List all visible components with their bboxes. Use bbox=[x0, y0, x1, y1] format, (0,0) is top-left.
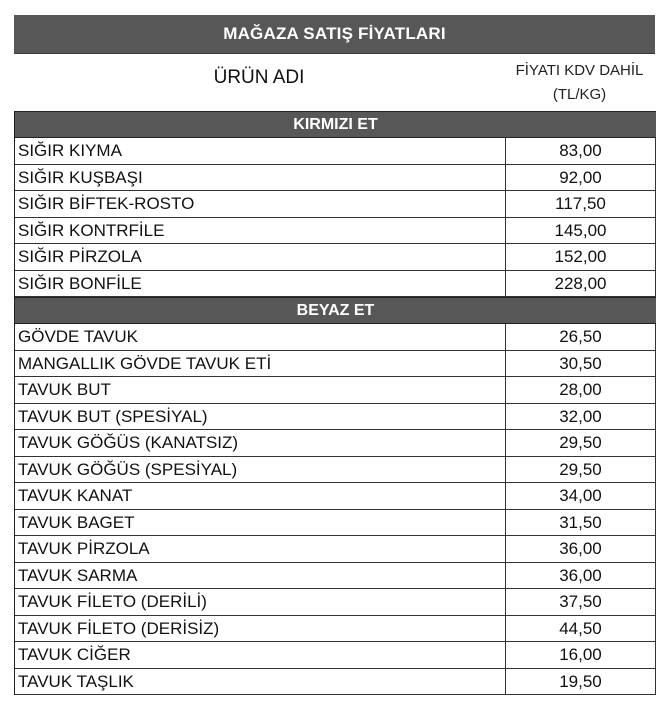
product-name: TAVUK PİRZOLA bbox=[15, 536, 506, 562]
product-price: 83,00 bbox=[506, 138, 656, 164]
table-row bbox=[15, 642, 656, 669]
table-row bbox=[15, 165, 656, 192]
table-row bbox=[15, 404, 656, 431]
product-price: 28,00 bbox=[506, 377, 656, 403]
product-price: 30,50 bbox=[506, 351, 656, 377]
table-row bbox=[15, 351, 656, 378]
product-price: 29,50 bbox=[506, 457, 656, 483]
product-name-column-header: ÜRÜN ADI bbox=[213, 67, 305, 88]
product-name: TAVUK GÖĞÜS (KANATSIZ) bbox=[15, 430, 506, 456]
product-name: TAVUK BAGET bbox=[15, 510, 506, 536]
table-row bbox=[15, 138, 656, 165]
column-headers bbox=[14, 53, 655, 111]
table-row bbox=[15, 244, 656, 271]
table-row bbox=[15, 616, 656, 643]
product-name: TAVUK FİLETO (DERİSİZ) bbox=[15, 616, 506, 642]
table-row bbox=[15, 191, 656, 218]
product-name: SIĞIR KUŞBAŞI bbox=[15, 165, 506, 191]
product-price: 228,00 bbox=[506, 271, 656, 297]
table-row bbox=[15, 218, 656, 245]
page-title: MAĞAZA SATIŞ FİYATLARI bbox=[14, 15, 655, 54]
product-price: 117,50 bbox=[506, 191, 656, 217]
product-price: 152,00 bbox=[506, 244, 656, 270]
product-name: MANGALLIK GÖVDE TAVUK ETİ bbox=[15, 351, 506, 377]
product-price: 26,50 bbox=[506, 324, 656, 350]
table-row bbox=[15, 536, 656, 563]
table-row bbox=[15, 324, 656, 351]
product-price: 32,00 bbox=[506, 404, 656, 430]
price-header-line-1: FİYATI KDV DAHİL bbox=[515, 62, 644, 79]
product-name: GÖVDE TAVUK bbox=[15, 324, 506, 350]
product-name: TAVUK GÖĞÜS (SPESİYAL) bbox=[15, 457, 506, 483]
product-name: SIĞIR PİRZOLA bbox=[15, 244, 506, 270]
table-row bbox=[15, 483, 656, 510]
product-name: TAVUK BUT (SPESİYAL) bbox=[15, 404, 506, 430]
product-name: TAVUK FİLETO (DERİLİ) bbox=[15, 589, 506, 615]
product-price: 36,00 bbox=[506, 563, 656, 589]
price-table bbox=[14, 111, 656, 695]
product-name: SIĞIR KIYMA bbox=[15, 138, 506, 164]
product-price: 145,00 bbox=[506, 218, 656, 244]
table-row bbox=[15, 377, 656, 404]
table-row bbox=[15, 589, 656, 616]
product-name: SIĞIR BONFİLE bbox=[15, 271, 506, 297]
product-price: 34,00 bbox=[506, 483, 656, 509]
product-price: 36,00 bbox=[506, 536, 656, 562]
product-price: 16,00 bbox=[506, 642, 656, 668]
product-name: SIĞIR KONTRFİLE bbox=[15, 218, 506, 244]
product-name: TAVUK TAŞLIK bbox=[15, 669, 506, 695]
product-price: 29,50 bbox=[506, 430, 656, 456]
product-name: TAVUK BUT bbox=[15, 377, 506, 403]
product-name: SIĞIR BİFTEK-ROSTO bbox=[15, 191, 506, 217]
product-price: 31,50 bbox=[506, 510, 656, 536]
product-name: TAVUK CİĞER bbox=[15, 642, 506, 668]
product-name: TAVUK SARMA bbox=[15, 563, 506, 589]
price-column-header bbox=[504, 59, 655, 107]
table-row bbox=[15, 430, 656, 457]
table-row bbox=[15, 669, 656, 696]
table-row bbox=[15, 271, 656, 298]
section-header-white-meat: BEYAZ ET bbox=[15, 297, 656, 324]
product-name: TAVUK KANAT bbox=[15, 483, 506, 509]
price-header-line-2: (TL/KG) bbox=[552, 86, 607, 103]
product-price: 19,50 bbox=[506, 669, 656, 695]
table-row bbox=[15, 457, 656, 484]
product-price: 44,50 bbox=[506, 616, 656, 642]
product-price: 37,50 bbox=[506, 589, 656, 615]
section-header-red-meat: KIRMIZI ET bbox=[15, 111, 656, 138]
table-row bbox=[15, 563, 656, 590]
table-row bbox=[15, 510, 656, 537]
product-price: 92,00 bbox=[506, 165, 656, 191]
